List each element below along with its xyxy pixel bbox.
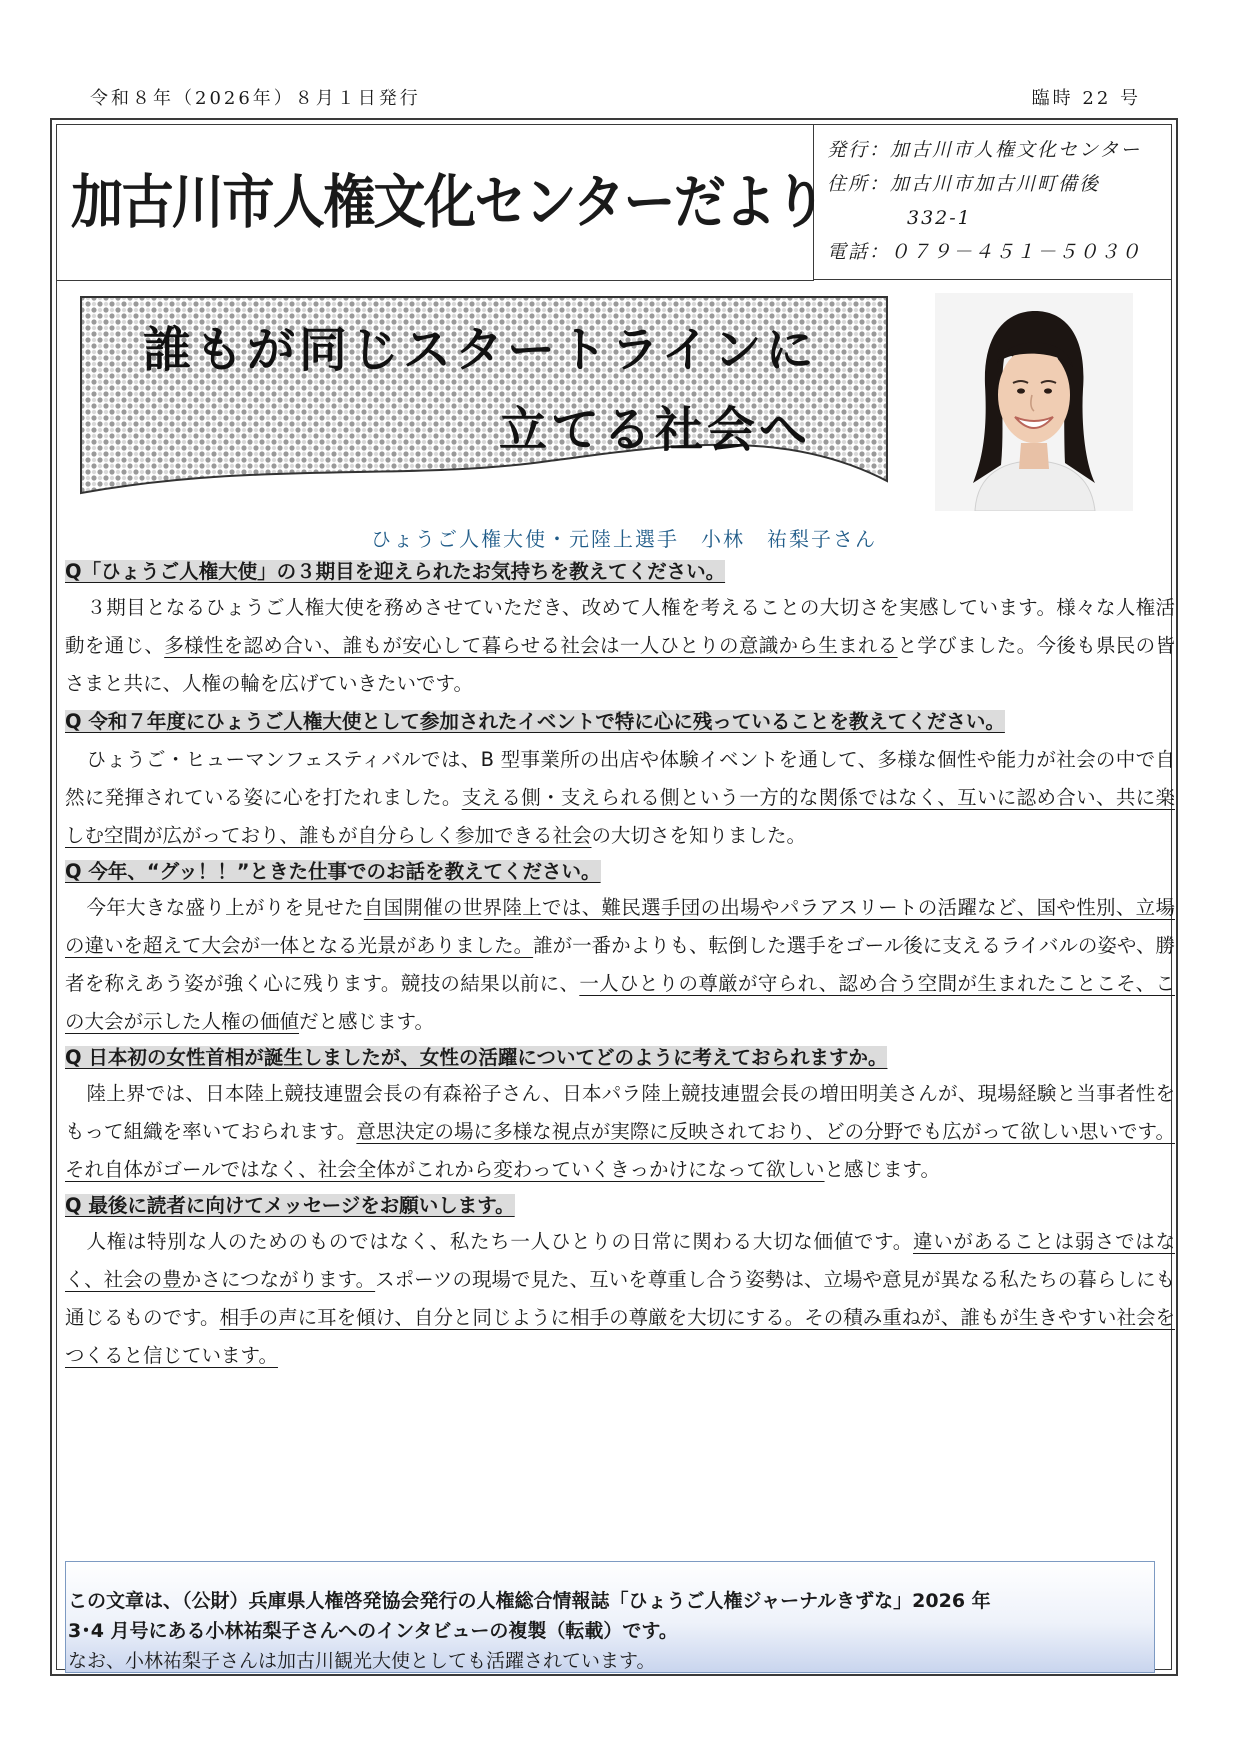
page-frame-inner <box>56 124 1175 1672</box>
question-5: Q 最後に読者に向けてメッセージをお願いします。 <box>65 1194 515 1217</box>
question-2: Q 令和７年度にひょうご人権大使として参加されたイベントで特に心に残っていることを教えてください。 <box>65 710 1005 733</box>
address-line1: 住所：加古川市加古川町備後 <box>827 173 1101 195</box>
masthead <box>57 125 825 281</box>
note-line1: この文章は、（公財）兵庫県人権啓発協会発行の人権総合情報誌「ひょうご人権ジャーナルきずな」2026 年 <box>68 1590 991 1612</box>
interview-article <box>65 555 1175 1375</box>
question-1: Q「ひょうご人権大使」の３期目を迎えられたお気持ちを教えてください。 <box>65 560 726 583</box>
portrait-illustration <box>935 293 1133 511</box>
address-line2: 332-1 <box>907 207 972 229</box>
answer-3: 今年大きな盛り上がりを見せた自国開催の世界陸上では、難民選手団の出場やパラアスリートの活躍など、国や性別、立場の違いを超えて大会が一体となる光景がありました。誰が一番かよりも、転倒した選手をゴール後に支えるライバルの姿や、勝者を称えあう姿が強く心に残ります。競技の結果以前に、一人ひとりの尊厳が守られ、認め合う空間が生まれたことこそ、この大会が示した人権の価値だと感じます。 <box>65 896 1175 1033</box>
publisher-info <box>813 125 1171 280</box>
headline-line1: 誰もが同じスタートラインに <box>143 322 818 378</box>
portrait-photo <box>935 293 1133 511</box>
issue-date: 令和８年（2026年）８月１日発行 <box>90 88 421 109</box>
answer-1: ３期目となるひょうご人権大使を務めさせていただき、改めて人権を考えることの大切さを実感しています。様々な人権活動を通じ、多様性を認め合い、誰もが安心して暮らせる社会は一人ひとりの意識から生まれると学びました。今後も県民の皆さまと共に、人権の輪を広げていきたいです。 <box>65 596 1175 695</box>
page-frame <box>50 118 1178 1676</box>
note-line2: 3･4 月号にある小林祐梨子さんへのインタビューの複製（転載）です。 <box>68 1620 678 1642</box>
headline-line2: 立てる社会へ <box>499 402 812 458</box>
note-line3: なお、小林祐梨子さんは加古川観光大使としても活躍されています。 <box>68 1650 656 1672</box>
interviewee-caption: ひょうご人権大使・元陸上選手 小林 祐梨子さん <box>371 527 877 551</box>
headline-banner <box>79 295 889 505</box>
answer-5: 人権は特別な人のためのものではなく、私たち一人ひとりの日常に関わる大切な価値です。違いがあることは弱さではなく、社会の豊かさにつながります。スポーツの現場で見た、互いを尊重し合う姿勢は、立場や意見が異なる私たちの暮らしにも通じるものです。相手の声に耳を傾け、自分と同じように相手の尊厳を大切にする。その積み重ねが、誰もが生きやすい社会をつくると信じています。 <box>65 1230 1175 1367</box>
question-3: Q 今年、“グッ！！”ときた仕事でのお話を教えてください。 <box>65 860 601 883</box>
newsletter-title: 加古川市人権文化センターだより <box>71 168 825 236</box>
publisher-name: 発行：加古川市人権文化センター <box>827 139 1142 161</box>
answer-4: 陸上界では、日本陸上競技連盟会長の有森裕子さん、日本パラ陸上競技連盟会長の増田明美さんが、現場経験と当事者性をもって組織を率いておられます。意思決定の場に多様な視点が実際に反映されており、どの分野でも広がって欲しい思いです。それ自体がゴールではなく、社会全体がこれから変わっていくきっかけになって欲しいと感じます。 <box>65 1082 1175 1181</box>
question-4: Q 日本初の女性首相が誕生しましたが、女性の活躍についてどのように考えておられますか。 <box>65 1046 888 1069</box>
answer-2: ひょうご・ヒューマンフェスティバルでは、B 型事業所の出店や体験イベントを通して、多様な個性や能力が社会の中で自然に発揮されている姿に心を打たれました。支える側・支えられる側という一方的な関係ではなく、互いに認め合い、共に楽しむ空間が広がっており、誰もが自分らしく参加できる社会の大切さを知りました。 <box>65 748 1175 847</box>
reprint-note <box>65 1561 1155 1673</box>
issue-number: 臨時 22 号 <box>1031 88 1141 109</box>
phone-number: 電話：０７９－４５１－５０３０ <box>827 241 1143 263</box>
